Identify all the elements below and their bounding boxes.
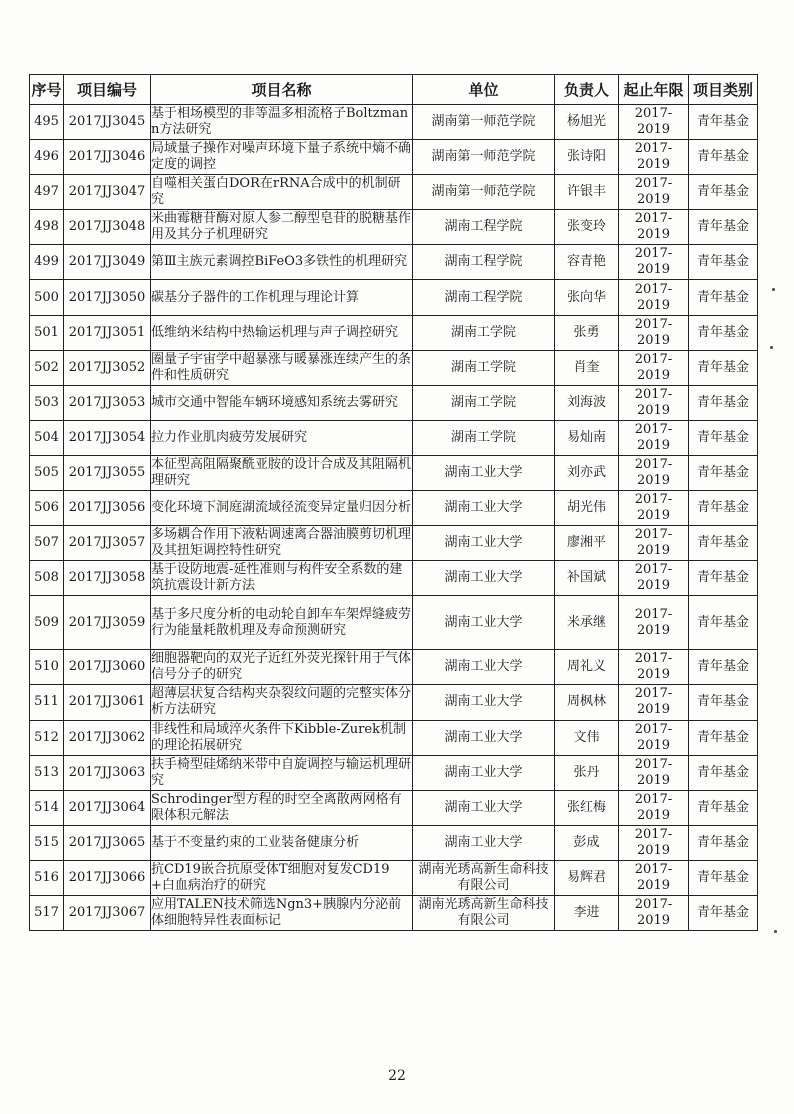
cell-seq: 507 [30, 526, 64, 561]
cell-type: 青年基金 [689, 895, 758, 930]
cell-years [619, 210, 689, 245]
cell-project-name: 第Ⅲ主族元素调控BiFeO3多铁性的机理研究 [151, 245, 413, 280]
cell-years [619, 755, 689, 790]
years-start: 2017- [634, 492, 673, 508]
table-row [30, 650, 758, 685]
cell-seq: 514 [30, 790, 64, 825]
header-row [30, 75, 758, 105]
table-row [30, 596, 758, 650]
cell-unit: 湖南工业大学 [413, 720, 555, 755]
cell-type: 青年基金 [689, 755, 758, 790]
cell-years [619, 561, 689, 596]
cell-project-name: 米曲霉糖苷酶对原人参二醇型皂苷的脱糖基作用及其分子机理研究 [151, 210, 413, 245]
years-start: 2017- [634, 211, 673, 227]
cell-unit: 湖南工业大学 [413, 526, 555, 561]
cell-leader: 刘海波 [555, 385, 619, 420]
years-end: 2019 [636, 543, 671, 559]
years-end: 2019 [636, 807, 671, 823]
cell-code: 2017JJ3051 [64, 315, 151, 350]
cell-type: 青年基金 [689, 720, 758, 755]
cell-years [619, 245, 689, 280]
cell-type: 青年基金 [689, 105, 758, 140]
cell-years [619, 650, 689, 685]
cell-seq: 508 [30, 561, 64, 596]
cell-type: 青年基金 [689, 420, 758, 455]
cell-seq: 501 [30, 315, 64, 350]
header-years: 起止年限 [619, 75, 689, 105]
cell-project-name: 细胞器靶向的双光子近红外荧光探针用于气体信号分子的研究 [151, 650, 413, 685]
years-end: 2019 [636, 737, 671, 753]
cell-unit: 湖南工程学院 [413, 210, 555, 245]
cell-code: 2017JJ3045 [64, 105, 151, 140]
cell-project-name: 局域量子操作对噪声环境下量子系统中熵不确定度的调控 [151, 140, 413, 175]
table-row [30, 140, 758, 175]
table-row [30, 720, 758, 755]
cell-seq: 510 [30, 650, 64, 685]
table-row [30, 685, 758, 720]
years-end: 2019 [636, 437, 671, 453]
table-row [30, 491, 758, 526]
cell-code: 2017JJ3064 [64, 790, 151, 825]
cell-unit: 湖南第一师范学院 [413, 140, 555, 175]
cell-type: 青年基金 [689, 175, 758, 210]
cell-project-name: 变化环境下洞庭湖流域径流变异定量归因分析 [151, 491, 413, 526]
cell-leader: 容青艳 [555, 245, 619, 280]
cell-project-name: 超薄层状复合结构夹杂裂纹问题的完整实体分析方法研究 [151, 685, 413, 720]
cell-type: 青年基金 [689, 596, 758, 650]
cell-code: 2017JJ3058 [64, 561, 151, 596]
cell-seq: 512 [30, 720, 64, 755]
cell-project-name: 扶手椅型硅烯纳米带中自旋调控与输运机理研究 [151, 755, 413, 790]
cell-unit: 湖南工业大学 [413, 685, 555, 720]
years-start: 2017- [634, 897, 673, 913]
cell-unit: 湖南第一师范学院 [413, 175, 555, 210]
cell-code: 2017JJ3060 [64, 650, 151, 685]
years-end: 2019 [636, 297, 671, 313]
cell-project-name: 应用TALEN技术筛选Ngn3+胰腺内分泌前体细胞特异性表面标记 [151, 895, 413, 930]
cell-seq: 505 [30, 455, 64, 490]
table-row [30, 385, 758, 420]
years-end: 2019 [636, 622, 671, 638]
cell-type: 青年基金 [689, 280, 758, 315]
cell-seq: 499 [30, 245, 64, 280]
cell-type: 青年基金 [689, 561, 758, 596]
cell-type: 青年基金 [689, 350, 758, 385]
cell-leader: 胡光伟 [555, 491, 619, 526]
cell-seq: 495 [30, 105, 64, 140]
table-row [30, 790, 758, 825]
years-end: 2019 [636, 877, 671, 893]
cell-unit: 湖南工学院 [413, 315, 555, 350]
years-end: 2019 [636, 472, 671, 488]
years-start: 2017- [634, 721, 673, 737]
cell-leader: 米承继 [555, 596, 619, 650]
cell-code: 2017JJ3059 [64, 596, 151, 650]
cell-project-name: 多场耦合作用下液粘调速离合器油膜剪切机理及其扭矩调控特性研究 [151, 526, 413, 561]
cell-years [619, 526, 689, 561]
cell-unit: 湖南工程学院 [413, 280, 555, 315]
cell-years [619, 350, 689, 385]
scan-speck [774, 930, 777, 933]
header-name: 项目名称 [151, 75, 413, 105]
cell-years [619, 315, 689, 350]
cell-type: 青年基金 [689, 650, 758, 685]
cell-leader: 肖奎 [555, 350, 619, 385]
cell-project-name: 低维纳米结构中热输运机理与声子调控研究 [151, 315, 413, 350]
cell-project-name: 碳基分子器件的工作机理与理论计算 [151, 280, 413, 315]
cell-leader: 张红梅 [555, 790, 619, 825]
years-start: 2017- [634, 351, 673, 367]
header-unit: 单位 [413, 75, 555, 105]
cell-leader: 周枫林 [555, 685, 619, 720]
cell-years [619, 825, 689, 860]
cell-leader: 易灿南 [555, 420, 619, 455]
cell-seq: 503 [30, 385, 64, 420]
cell-project-name: 基于不变量约束的工业装备健康分析 [151, 825, 413, 860]
cell-type: 青年基金 [689, 790, 758, 825]
cell-code: 2017JJ3066 [64, 860, 151, 895]
cell-seq: 517 [30, 895, 64, 930]
years-start: 2017- [634, 281, 673, 297]
cell-leader: 许银丰 [555, 175, 619, 210]
cell-seq: 504 [30, 420, 64, 455]
header-type: 项目类别 [689, 75, 758, 105]
cell-years [619, 455, 689, 490]
cell-leader: 张丹 [555, 755, 619, 790]
cell-leader: 张诗阳 [555, 140, 619, 175]
years-end: 2019 [636, 367, 671, 383]
cell-leader: 张向华 [555, 280, 619, 315]
cell-years [619, 105, 689, 140]
cell-unit: 湖南工学院 [413, 420, 555, 455]
cell-seq: 516 [30, 860, 64, 895]
cell-project-name: 圈量子宇宙学中超暴涨与暖暴涨连续产生的条件和性质研究 [151, 350, 413, 385]
cell-years [619, 596, 689, 650]
table-row [30, 175, 758, 210]
cell-code: 2017JJ3055 [64, 455, 151, 490]
table-row [30, 245, 758, 280]
cell-code: 2017JJ3065 [64, 825, 151, 860]
years-start: 2017- [634, 606, 673, 622]
cell-type: 青年基金 [689, 685, 758, 720]
years-end: 2019 [636, 332, 671, 348]
table-row [30, 420, 758, 455]
cell-type: 青年基金 [689, 385, 758, 420]
cell-seq: 513 [30, 755, 64, 790]
cell-leader: 文伟 [555, 720, 619, 755]
years-start: 2017- [634, 756, 673, 772]
cell-seq: 515 [30, 825, 64, 860]
cell-code: 2017JJ3062 [64, 720, 151, 755]
cell-project-name: Schrodinger型方程的时空全离散两网格有限体积元解法 [151, 790, 413, 825]
cell-code: 2017JJ3050 [64, 280, 151, 315]
cell-unit: 湖南光琇高新生命科技有限公司 [413, 860, 555, 895]
cell-code: 2017JJ3046 [64, 140, 151, 175]
years-start: 2017- [634, 527, 673, 543]
cell-years [619, 385, 689, 420]
cell-unit: 湖南工业大学 [413, 755, 555, 790]
header-lead: 负责人 [555, 75, 619, 105]
cell-project-name: 拉力作业肌肉疲劳发展研究 [151, 420, 413, 455]
table-row [30, 825, 758, 860]
cell-years [619, 685, 689, 720]
years-start: 2017- [634, 106, 673, 122]
table-row [30, 755, 758, 790]
cell-unit: 湖南工学院 [413, 385, 555, 420]
years-end: 2019 [636, 842, 671, 858]
table-row [30, 455, 758, 490]
years-start: 2017- [634, 861, 673, 877]
cell-years [619, 895, 689, 930]
cell-unit: 湖南工程学院 [413, 245, 555, 280]
scan-speck [772, 288, 775, 291]
cell-type: 青年基金 [689, 860, 758, 895]
cell-unit: 湖南工学院 [413, 350, 555, 385]
years-end: 2019 [636, 508, 671, 524]
cell-code: 2017JJ3047 [64, 175, 151, 210]
table-row [30, 895, 758, 930]
cell-code: 2017JJ3063 [64, 755, 151, 790]
cell-project-name: 自噬相关蛋白DOR在rRNA合成中的机制研究 [151, 175, 413, 210]
cell-leader: 周礼义 [555, 650, 619, 685]
years-start: 2017- [634, 651, 673, 667]
cell-project-name: 基于相场模型的非等温多相流格子Boltzmann方法研究 [151, 105, 413, 140]
years-end: 2019 [636, 227, 671, 243]
scan-speck [770, 346, 773, 349]
cell-leader: 彭成 [555, 825, 619, 860]
cell-leader: 补国斌 [555, 561, 619, 596]
cell-project-name: 本征型高阻隔聚酰亚胺的设计合成及其阻隔机理研究 [151, 455, 413, 490]
cell-code: 2017JJ3048 [64, 210, 151, 245]
cell-seq: 511 [30, 685, 64, 720]
years-end: 2019 [636, 702, 671, 718]
cell-type: 青年基金 [689, 825, 758, 860]
table-row [30, 210, 758, 245]
cell-leader: 张变玲 [555, 210, 619, 245]
years-start: 2017- [634, 246, 673, 262]
page-number: 22 [388, 1068, 406, 1084]
project-table [29, 74, 758, 931]
cell-project-name: 基于多尺度分析的电动轮自卸车车架焊缝疲劳行为能量耗散机理及寿命预测研究 [151, 596, 413, 650]
cell-seq: 497 [30, 175, 64, 210]
years-end: 2019 [636, 262, 671, 278]
cell-seq: 509 [30, 596, 64, 650]
table-row [30, 350, 758, 385]
cell-code: 2017JJ3061 [64, 685, 151, 720]
cell-leader: 易辉君 [555, 860, 619, 895]
cell-seq: 498 [30, 210, 64, 245]
cell-unit: 湖南第一师范学院 [413, 105, 555, 140]
cell-years [619, 790, 689, 825]
cell-unit: 湖南工业大学 [413, 790, 555, 825]
years-end: 2019 [636, 578, 671, 594]
cell-type: 青年基金 [689, 140, 758, 175]
cell-code: 2017JJ3054 [64, 420, 151, 455]
header-code: 项目编号 [64, 75, 151, 105]
years-end: 2019 [636, 122, 671, 138]
cell-type: 青年基金 [689, 315, 758, 350]
years-end: 2019 [636, 772, 671, 788]
table-row [30, 526, 758, 561]
years-end: 2019 [636, 402, 671, 418]
cell-type: 青年基金 [689, 526, 758, 561]
cell-unit: 湖南工业大学 [413, 561, 555, 596]
years-start: 2017- [634, 456, 673, 472]
cell-years [619, 140, 689, 175]
cell-seq: 506 [30, 491, 64, 526]
years-end: 2019 [636, 667, 671, 683]
cell-leader: 杨旭光 [555, 105, 619, 140]
cell-leader: 李进 [555, 895, 619, 930]
years-start: 2017- [634, 176, 673, 192]
cell-type: 青年基金 [689, 245, 758, 280]
cell-code: 2017JJ3052 [64, 350, 151, 385]
cell-leader: 刘亦武 [555, 455, 619, 490]
cell-years [619, 491, 689, 526]
table-row [30, 315, 758, 350]
table-row [30, 105, 758, 140]
cell-seq: 500 [30, 280, 64, 315]
header-seq: 序号 [30, 75, 64, 105]
years-start: 2017- [634, 686, 673, 702]
cell-unit: 湖南工业大学 [413, 825, 555, 860]
table-row [30, 860, 758, 895]
cell-years [619, 175, 689, 210]
cell-unit: 湖南工业大学 [413, 491, 555, 526]
cell-project-name: 抗CD19嵌合抗原受体T细胞对复发CD19+白血病治疗的研究 [151, 860, 413, 895]
cell-type: 青年基金 [689, 210, 758, 245]
cell-unit: 湖南光琇高新生命科技有限公司 [413, 895, 555, 930]
years-start: 2017- [634, 316, 673, 332]
cell-type: 青年基金 [689, 455, 758, 490]
years-start: 2017- [634, 141, 673, 157]
cell-unit: 湖南工业大学 [413, 650, 555, 685]
cell-unit: 湖南工业大学 [413, 455, 555, 490]
cell-seq: 502 [30, 350, 64, 385]
years-start: 2017- [634, 562, 673, 578]
years-start: 2017- [634, 386, 673, 402]
cell-project-name: 非线性和局域淬火条件下Kibble-Zurek机制的理论拓展研究 [151, 720, 413, 755]
cell-type: 青年基金 [689, 491, 758, 526]
table-row [30, 280, 758, 315]
years-end: 2019 [636, 157, 671, 173]
years-start: 2017- [634, 421, 673, 437]
cell-years [619, 420, 689, 455]
cell-code: 2017JJ3057 [64, 526, 151, 561]
cell-years [619, 280, 689, 315]
years-start: 2017- [634, 826, 673, 842]
cell-seq: 496 [30, 140, 64, 175]
cell-years [619, 860, 689, 895]
cell-project-name: 城市交通中智能车辆环境感知系统去雾研究 [151, 385, 413, 420]
cell-unit: 湖南工业大学 [413, 596, 555, 650]
cell-code: 2017JJ3067 [64, 895, 151, 930]
table-body [30, 105, 758, 931]
cell-code: 2017JJ3056 [64, 491, 151, 526]
years-end: 2019 [636, 192, 671, 208]
years-start: 2017- [634, 791, 673, 807]
cell-code: 2017JJ3049 [64, 245, 151, 280]
cell-leader: 廖湘平 [555, 526, 619, 561]
table-row [30, 561, 758, 596]
cell-project-name: 基于设防地震-延性准则与构件安全系数的建筑抗震设计新方法 [151, 561, 413, 596]
years-end: 2019 [636, 913, 671, 929]
cell-years [619, 720, 689, 755]
cell-leader: 张勇 [555, 315, 619, 350]
cell-code: 2017JJ3053 [64, 385, 151, 420]
